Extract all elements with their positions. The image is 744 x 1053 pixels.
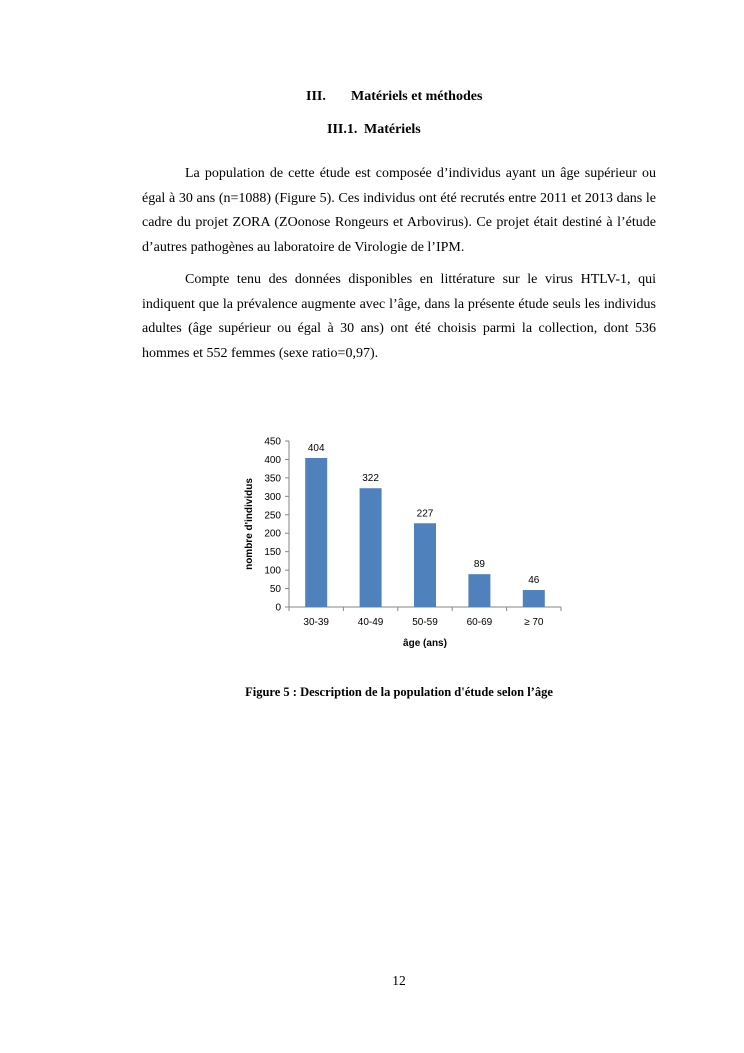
bar-60-69	[468, 574, 490, 607]
subsection-title: Matériels	[364, 122, 421, 137]
y-tick-label: 0	[275, 602, 281, 614]
y-tick-label: 400	[264, 454, 281, 466]
x-tick-label: 30-39	[303, 617, 329, 628]
y-tick-label: 250	[264, 510, 281, 522]
bar-30-39	[305, 458, 327, 607]
y-tick-label: 50	[269, 584, 281, 596]
data-label: 46	[528, 575, 540, 587]
y-axis-title: nombre d'individus	[244, 478, 255, 570]
y-tick-label: 300	[264, 491, 281, 503]
y-tick-label: 350	[264, 473, 281, 485]
bar-40-49	[360, 488, 382, 607]
y-tick-label: 450	[264, 436, 281, 448]
x-tick-label: 50-59	[412, 617, 438, 628]
data-label: 227	[416, 508, 434, 520]
age-distribution-chart	[232, 428, 572, 656]
subsection-number: III.1.	[327, 122, 358, 137]
y-tick-label: 150	[264, 547, 281, 559]
bar-50-59	[414, 523, 436, 607]
x-tick-label: ≥ 70	[524, 617, 544, 628]
y-tick-label: 100	[264, 565, 281, 577]
page-number: 12	[392, 973, 406, 988]
section-heading	[306, 89, 482, 105]
x-tick-label: 60-69	[466, 617, 493, 628]
data-label: 89	[473, 559, 485, 571]
figure-caption: Figure 5 : Description de la population d'étude selon l’âge	[245, 685, 553, 699]
data-label: 322	[362, 473, 379, 485]
x-axis-title: âge (ans)	[403, 638, 447, 649]
bar-≥ 70	[523, 590, 545, 607]
y-tick-label: 200	[264, 528, 281, 540]
section-title: Matériels et méthodes	[351, 89, 483, 104]
x-tick-label: 40-49	[357, 617, 384, 628]
section-number: III.	[306, 89, 326, 104]
data-label: 404	[307, 442, 325, 454]
paragraph-population: La population de cette étude est composée d’individus ayant un âge supérieur ou égal à 30 ans (n=1088) (Figure 5). Ces individus ont été recrutés entre 2011 et 2013 dans le cadre du projet ZORA (ZOonose Rongeurs et Arbovirus). Ce projet était destiné à l’étude d’autres pathogènes au laboratoire de Virologie de l’IPM.	[142, 166, 656, 256]
subsection-heading	[327, 122, 421, 138]
paragraph-selection: Compte tenu des données disponibles en littérature sur le virus HTLV-1, qui indiquent que la prévalence augmente avec l’âge, dans la présente étude seuls les individus adultes (âge supérieur ou égal à 30 ans) ont été choisis parmi la collection, dont 536 hommes et 552 femmes (sexe ratio=0,97).	[142, 272, 656, 362]
